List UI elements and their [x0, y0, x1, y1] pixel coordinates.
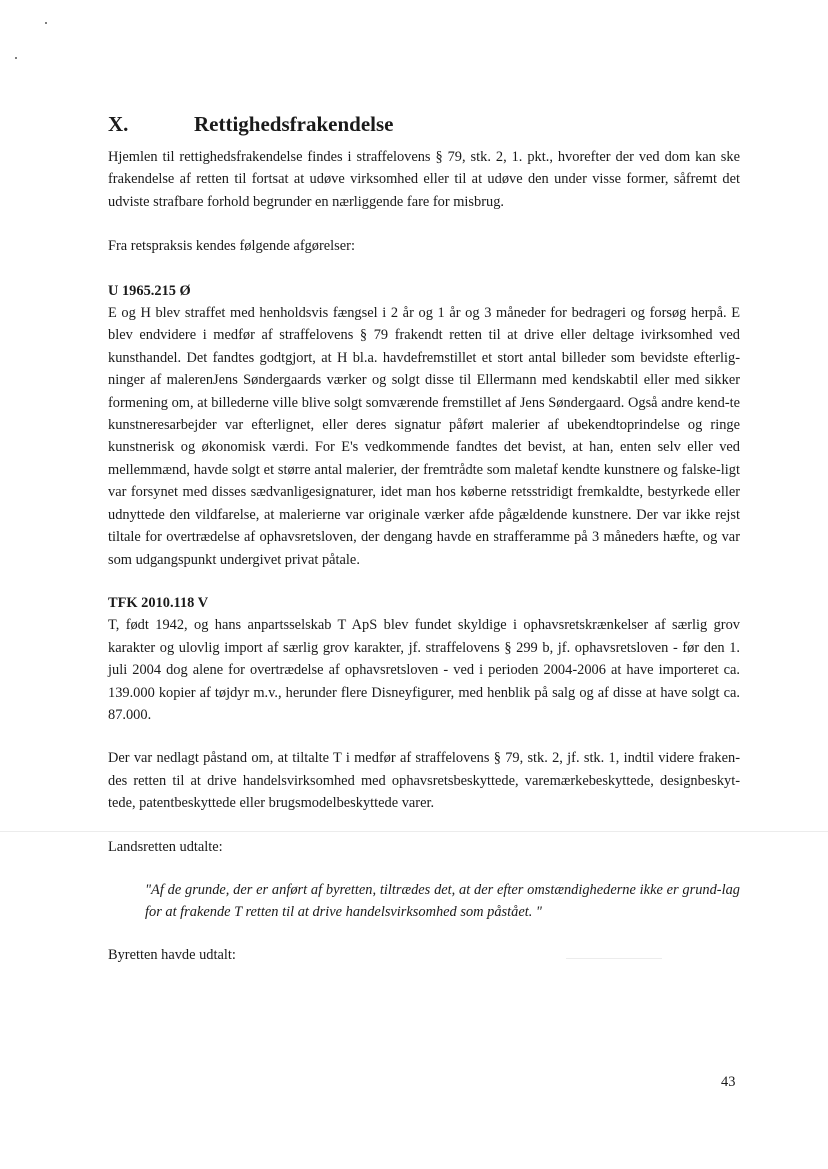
case-summary: T, født 1942, og hans anpartsselskab T ApS blev fundet skyldige i ophavsretskrænkelser af særlig grov karakter og ulovlig import af særlig grov karakter, jf. straffelovens § 299 b, jf. ophavsretsloven - før den 1. juli 2004 dog alene for overtrædelse af ophavsretsloven - ved i perioden 2004-2006 at have importeret ca. 139.000 kopier af tøjdyr m.v., herunder flere Disneyfigurer, med henblik på salg og af disse at have solgt ca. 87.000. — [108, 617, 740, 723]
case-reference: TFK 2010.118 V — [108, 594, 209, 611]
section-heading — [108, 112, 740, 139]
case-reference: U 1965.215 Ø — [108, 282, 191, 299]
court-statement-label: Landsretten udtalte: — [108, 838, 223, 855]
scan-speck — [15, 57, 17, 59]
intro-paragraph: Hjemlen til rettighedsfrakendelse findes i straffelovens § 79, stk. 2, 1. pkt., hvorefter der ved dom kan ske frakendelse af retten til fortsat at udøve virksomhed eller til at udøve den under visse former, såfremt det udviste strafbare forhold begrunder en nærliggende fare for misbrug. — [108, 149, 740, 210]
district-court-label: Byretten havde udtalt: — [108, 946, 236, 963]
practice-intro: Fra retspraksis kendes følgende afgørelser: — [108, 238, 355, 255]
claim-paragraph: Der var nedlagt påstand om, at tiltalte T i medfør af straffelovens § 79, stk. 2, jf. stk. 1, indtil videre fraken-des retten til at drive handelsvirksomhed med ophavsretsbeskyttede, varemærkebeskyttede, designbeskyt-tede, patentbeskyttede eller brugsmodelbeskyttede varer. — [108, 750, 740, 812]
section-number: X. — [108, 112, 129, 136]
section-title: Rettighedsfrakendelse — [194, 112, 394, 136]
document-page — [108, 112, 740, 966]
page-number: 43 — [721, 1074, 736, 1090]
scan-speck — [45, 22, 47, 24]
case-summary: E og H blev straffet med henholdsvis fængsel i 2 år og 1 år og 3 måneder for bedrageri og forsøg herpå. E blev endvidere i medfør af straffelovens § 79 frakendt retten til at drive eller deltage ivirksomhed ved kunsthandel. Det fandtes godtgjort, at H bl.a. havdefremstillet et stort antal billeder som bevidste efterlig-ninger af malerenJens Søndergaards værker og solgt disse til Ellermann med kendskabtil eller med sikker formening om, at billederne ville blive solgt somværende fremstillet af Jens Søndergaard. Også andre kend-te kunstneresarbejder var efterlignet, eller deres signatur påført malerier af ubekendtoprindelse og ringe kunstnerisk og økonomisk værdi. For E's vedkommende fandtes det bevist, at han, enten selv eller ved mellemmænd, havde solgt et større antal malerier, der fremtrådte som maletaf kendte kunstnere og falske-ligt var forsynet med disses sædvanligesignaturer, idet man hos køberne retsstridigt fremkaldte, bestyrkede eller udnyttede den vildfarelse, at malerierne var originale værker afde pågældende kunstnere. Der var ikke rejst tiltale for overtrædelse af ophavsretsloven, der dengang havde en strafferamme på 3 måneders hæfte, og var som udgangspunkt undergivet privat påtale. — [108, 305, 740, 568]
court-quote: "Af de grunde, der er anført af byretten, tiltrædes det, at der efter omstændighederne ikke er grund-lag for at frakende T retten til at drive handelsvirksomhed som påstået. " — [145, 881, 740, 921]
